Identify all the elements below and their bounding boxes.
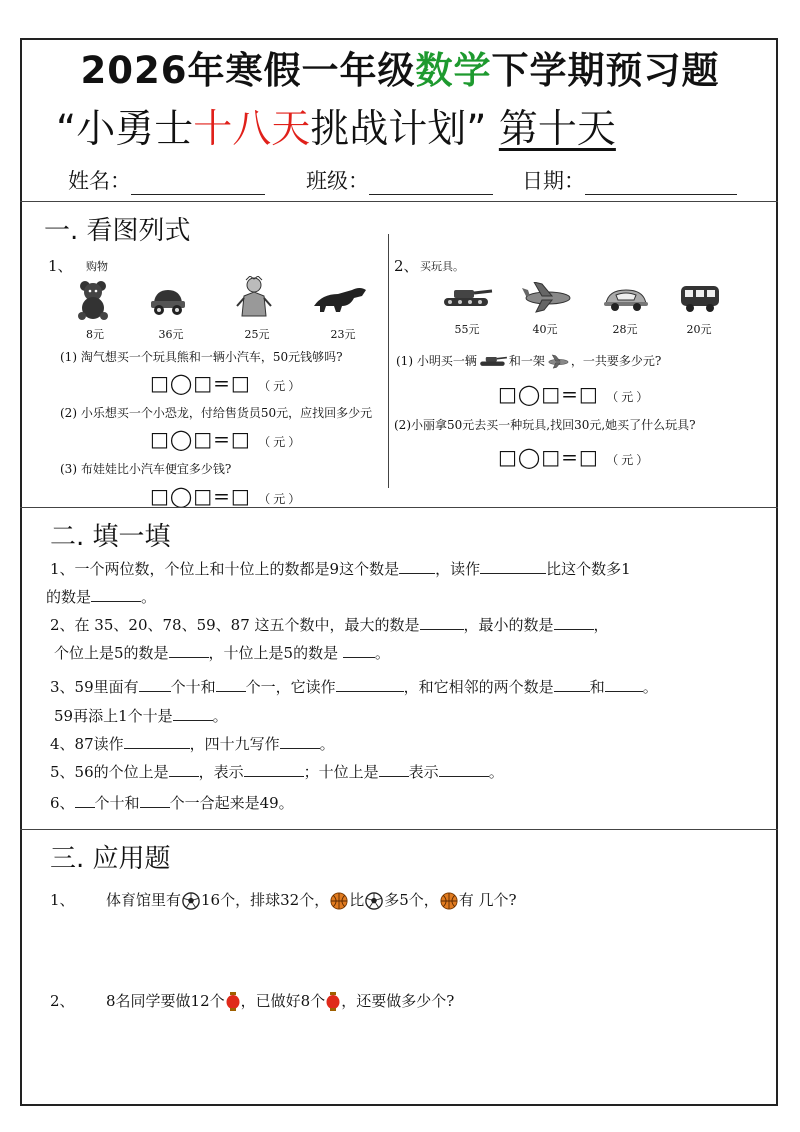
answer-blank[interactable] [216, 677, 246, 692]
question-text: (2)小丽拿50元去买一种玩具,找回30元,她买了什么玩具? [394, 418, 696, 432]
page-title: 2026年寒假一年级数学下学期预习题 [80, 49, 720, 92]
answer-blank[interactable] [91, 587, 141, 602]
airplane-icon [546, 354, 570, 370]
answer-blank[interactable] [420, 615, 464, 630]
basketball-icon [330, 892, 348, 910]
fill-line-5: 5、56的个位上是 ，表示 ；十位上是 表示 。 [50, 763, 504, 781]
fill-line-1: 1、一个两位数，个位上和十位上的数都是9这个数是 ，读作 比这个数多1 [50, 560, 631, 578]
answer-blank[interactable] [336, 677, 404, 692]
answer-blank[interactable] [399, 559, 435, 574]
fill-line-1b: 的数是 。 [46, 588, 157, 606]
answer-blank[interactable] [244, 762, 304, 777]
fill-line-3b: 59再添上1个十是 。 [54, 707, 228, 725]
fill-line-3: 3、59里面有 个十和 个一，它读作 ，和它相邻的两个数是 和 。 [50, 678, 658, 696]
answer-blank[interactable] [343, 643, 375, 658]
toy-car-icon [148, 284, 188, 316]
price-label: 36元 [158, 328, 184, 341]
answer-equation[interactable]: □◯□=□ （元） [150, 371, 304, 395]
price-label: 25元 [244, 328, 270, 341]
column-divider [388, 234, 389, 488]
answer-equation[interactable]: □◯□=□ （元） [498, 445, 652, 469]
q2-topic: 买玩具。 [420, 260, 464, 273]
answer-blank[interactable] [554, 615, 594, 630]
section1-heading: 一. 看图列式 [44, 216, 191, 246]
dinosaur-icon [312, 284, 368, 314]
airplane-icon [520, 282, 574, 314]
section2-heading: 二. 填一填 [50, 522, 171, 552]
answer-blank[interactable] [439, 762, 489, 777]
answer-blank[interactable] [605, 677, 643, 692]
fill-line-2b: 个位上是5的数是 ，十位上是5的数是 。 [54, 644, 390, 662]
answer-equation[interactable]: □◯□=□ （元） [150, 484, 304, 508]
answer-equation[interactable]: □◯□=□ （元） [150, 427, 304, 451]
q2-number: 2、 [394, 257, 419, 275]
answer-equation[interactable]: □◯□=□ （元） [498, 382, 652, 406]
answer-blank[interactable] [169, 643, 209, 658]
class-field[interactable]: 班级： [306, 165, 493, 195]
section3-heading: 三. 应用题 [50, 844, 171, 874]
teddy-bear-icon [76, 280, 110, 320]
tank-icon [478, 354, 508, 370]
bus-icon [678, 282, 722, 314]
fill-line-2: 2、在 35、20、78、59、87 这五个数中，最大的数是 ，最小的数是 ， [50, 616, 609, 634]
problem-1-number: 1、 [50, 891, 75, 909]
name-field[interactable]: 姓名： [68, 165, 265, 195]
page-subtitle: “小勇士十八天挑战计划” 第十天 [56, 107, 616, 152]
fill-line-4: 4、87读作 ，四十九写作 。 [50, 735, 335, 753]
price-label: 23元 [330, 328, 356, 341]
answer-blank[interactable] [280, 734, 320, 749]
answer-blank[interactable] [169, 762, 199, 777]
doll-icon [236, 276, 272, 320]
answer-blank[interactable] [379, 762, 409, 777]
answer-blank[interactable] [75, 793, 95, 808]
q1-topic: 购物 [86, 260, 108, 273]
beetle-car-icon [602, 286, 650, 312]
fill-line-6: 6、 个十和 个一合起来是49。 [50, 794, 294, 812]
soccer-ball-icon [182, 892, 200, 910]
question-text: (1) 淘气想买一个玩具熊和一辆小汽车，50元钱够吗? [60, 350, 343, 364]
question-text: (1) 小明买一辆 和一架 ，一共要多少元? [396, 354, 662, 368]
date-field[interactable]: 日期： [522, 165, 737, 195]
answer-blank[interactable] [173, 706, 213, 721]
answer-blank[interactable] [140, 793, 170, 808]
problem-1-text: 体育馆里有 16个，排球32个， 比 多5个， 有 几个? [106, 891, 517, 909]
soccer-ball-icon [365, 892, 383, 910]
divider [20, 829, 778, 830]
answer-blank[interactable] [124, 734, 190, 749]
question-text: (2) 小乐想买一个小恐龙，付给售货员50元，应找回多少元 [60, 406, 373, 420]
answer-blank[interactable] [139, 677, 171, 692]
price-label: 28元 [612, 323, 638, 336]
problem-2-number: 2、 [50, 992, 75, 1010]
price-label: 8元 [86, 328, 104, 341]
lantern-icon [226, 992, 240, 1012]
tank-icon [440, 286, 494, 312]
price-label: 55元 [454, 323, 480, 336]
divider [20, 507, 778, 508]
price-label: 40元 [532, 323, 558, 336]
lantern-icon [326, 992, 340, 1012]
q1-number: 1、 [48, 257, 73, 275]
basketball-icon [440, 892, 458, 910]
answer-blank[interactable] [554, 677, 590, 692]
answer-blank[interactable] [480, 559, 546, 574]
question-text: (3) 布娃娃比小汽车便宜多少钱? [60, 462, 232, 476]
price-label: 20元 [686, 323, 712, 336]
divider [20, 201, 778, 202]
problem-2-text: 8名同学要做12个 ，已做好8个 ，还要做多少个? [106, 992, 455, 1010]
